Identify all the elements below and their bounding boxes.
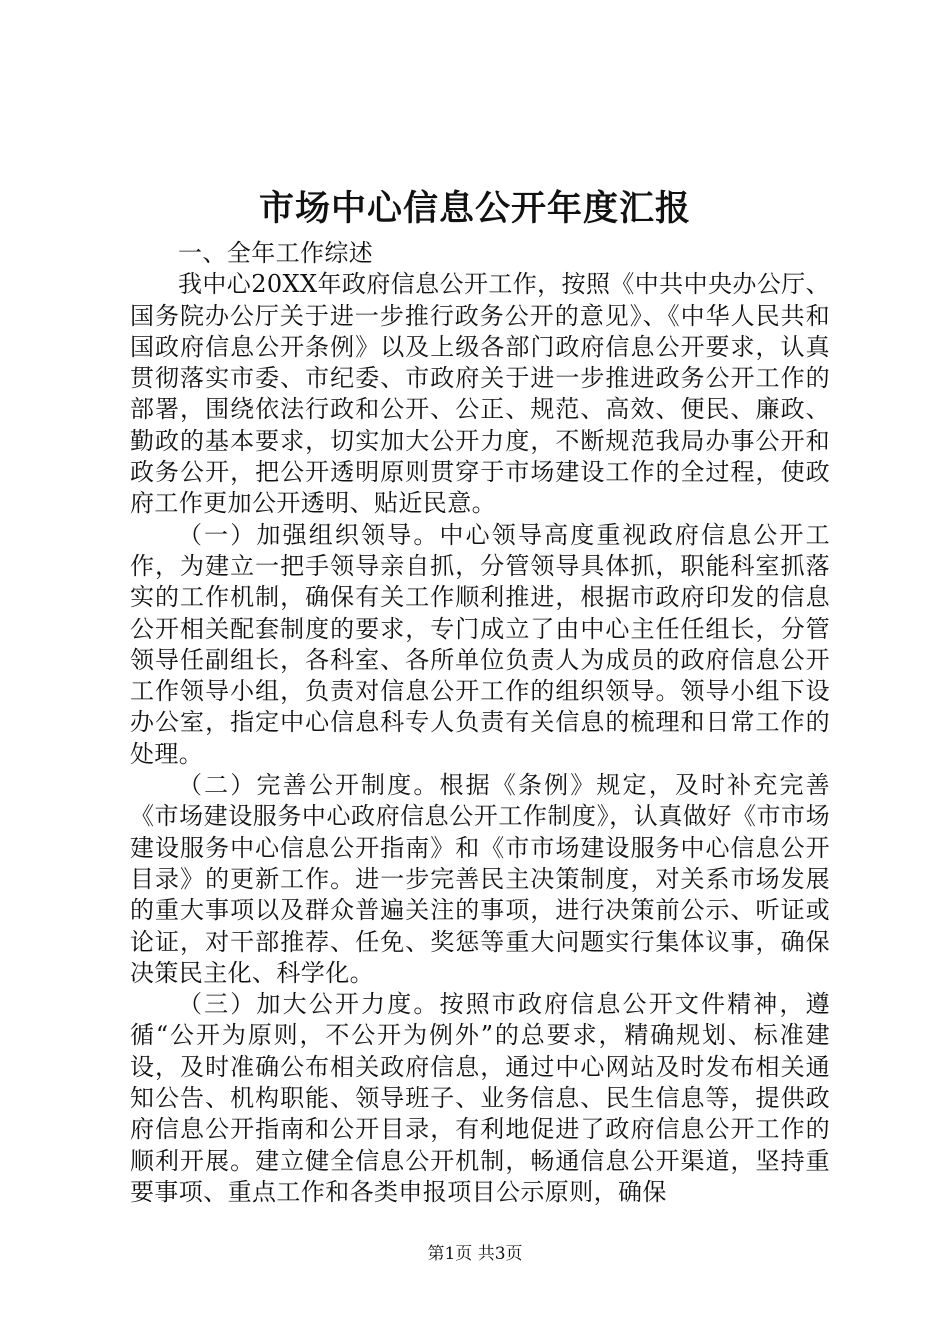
section-heading: 一、全年工作综述: [178, 239, 374, 267]
document-title: 市场中心信息公开年度汇报: [258, 188, 691, 229]
paragraph-summary: 我中心20XX年政府信息公开工作，按照《中共中央办公厅、国务院办公厅关于进一步推行政务公开的意见》、《中华人民共和国政府信息公开条例》以及上级各部门政府信息公开要求，认真贯彻落实市委、市纪委、市政府关于进一步推进政务公开工作的部署，围绕依法行政和公开、公正、规范、高效、便民、廉政、勤政的基本要求，切实加大公开力度，不断规范我局办事公开和政务公开，把公开透明原则贯穿于市场建设工作的全过程，使政府工作更加公开透明、贴近民意。: [130, 270, 830, 518]
paragraph-organization: （一）加强组织领导。中心领导高度重视政府信息公开工作，为建立一把手领导亲自抓，分管领导具体抓，职能科室抓落实的工作机制，确保有关工作顺利推进，根据市政府印发的信息公开相关配套制度的要求，专门成立了由中心主任任组长，分管领导任副组长，各科室、各所单位负责人为成员的政府信息公开工作领导小组，负责对信息公开工作的组织领导。领导小组下设办公室，指定中心信息科专人负责有关信息的梳理和日常工作的处理。: [130, 520, 830, 768]
document-body: [130, 238, 830, 1208]
paragraph-disclosure: （三）加大公开力度。按照市政府信息公开文件精神，遵循“公开为原则，不公开为例外”的总要求，精确规划、标准建设，及时准确公布相关政府信息，通过中心网站及时发布相关通知公告、机构职能、领导班子、业务信息、民生信息等，提供政府信息公开指南和公开目录，有利地促进了政府信息公开工作的顺利开展。建立健全信息公开机制，畅通信息公开渠道，坚持重要事项、重点工作和各类申报项目公示原则，确保: [130, 990, 830, 1206]
page-footer: 第1页 共3页: [427, 1244, 523, 1264]
paragraph-system: （二）完善公开制度。根据《条例》规定，及时补充完善《市场建设服务中心政府信息公开工作制度》，认真做好《市市场建设服务中心信息公开指南》和《市市场建设服务中心信息公开目录》的更新工作。进一步完善民主决策制度，对关系市场发展的重大事项以及群众普遍关注的事项，进行决策前公示、听证或论证，对干部推荐、任免、奖惩等重大问题实行集体议事，确保决策民主化、科学化。: [130, 771, 830, 987]
